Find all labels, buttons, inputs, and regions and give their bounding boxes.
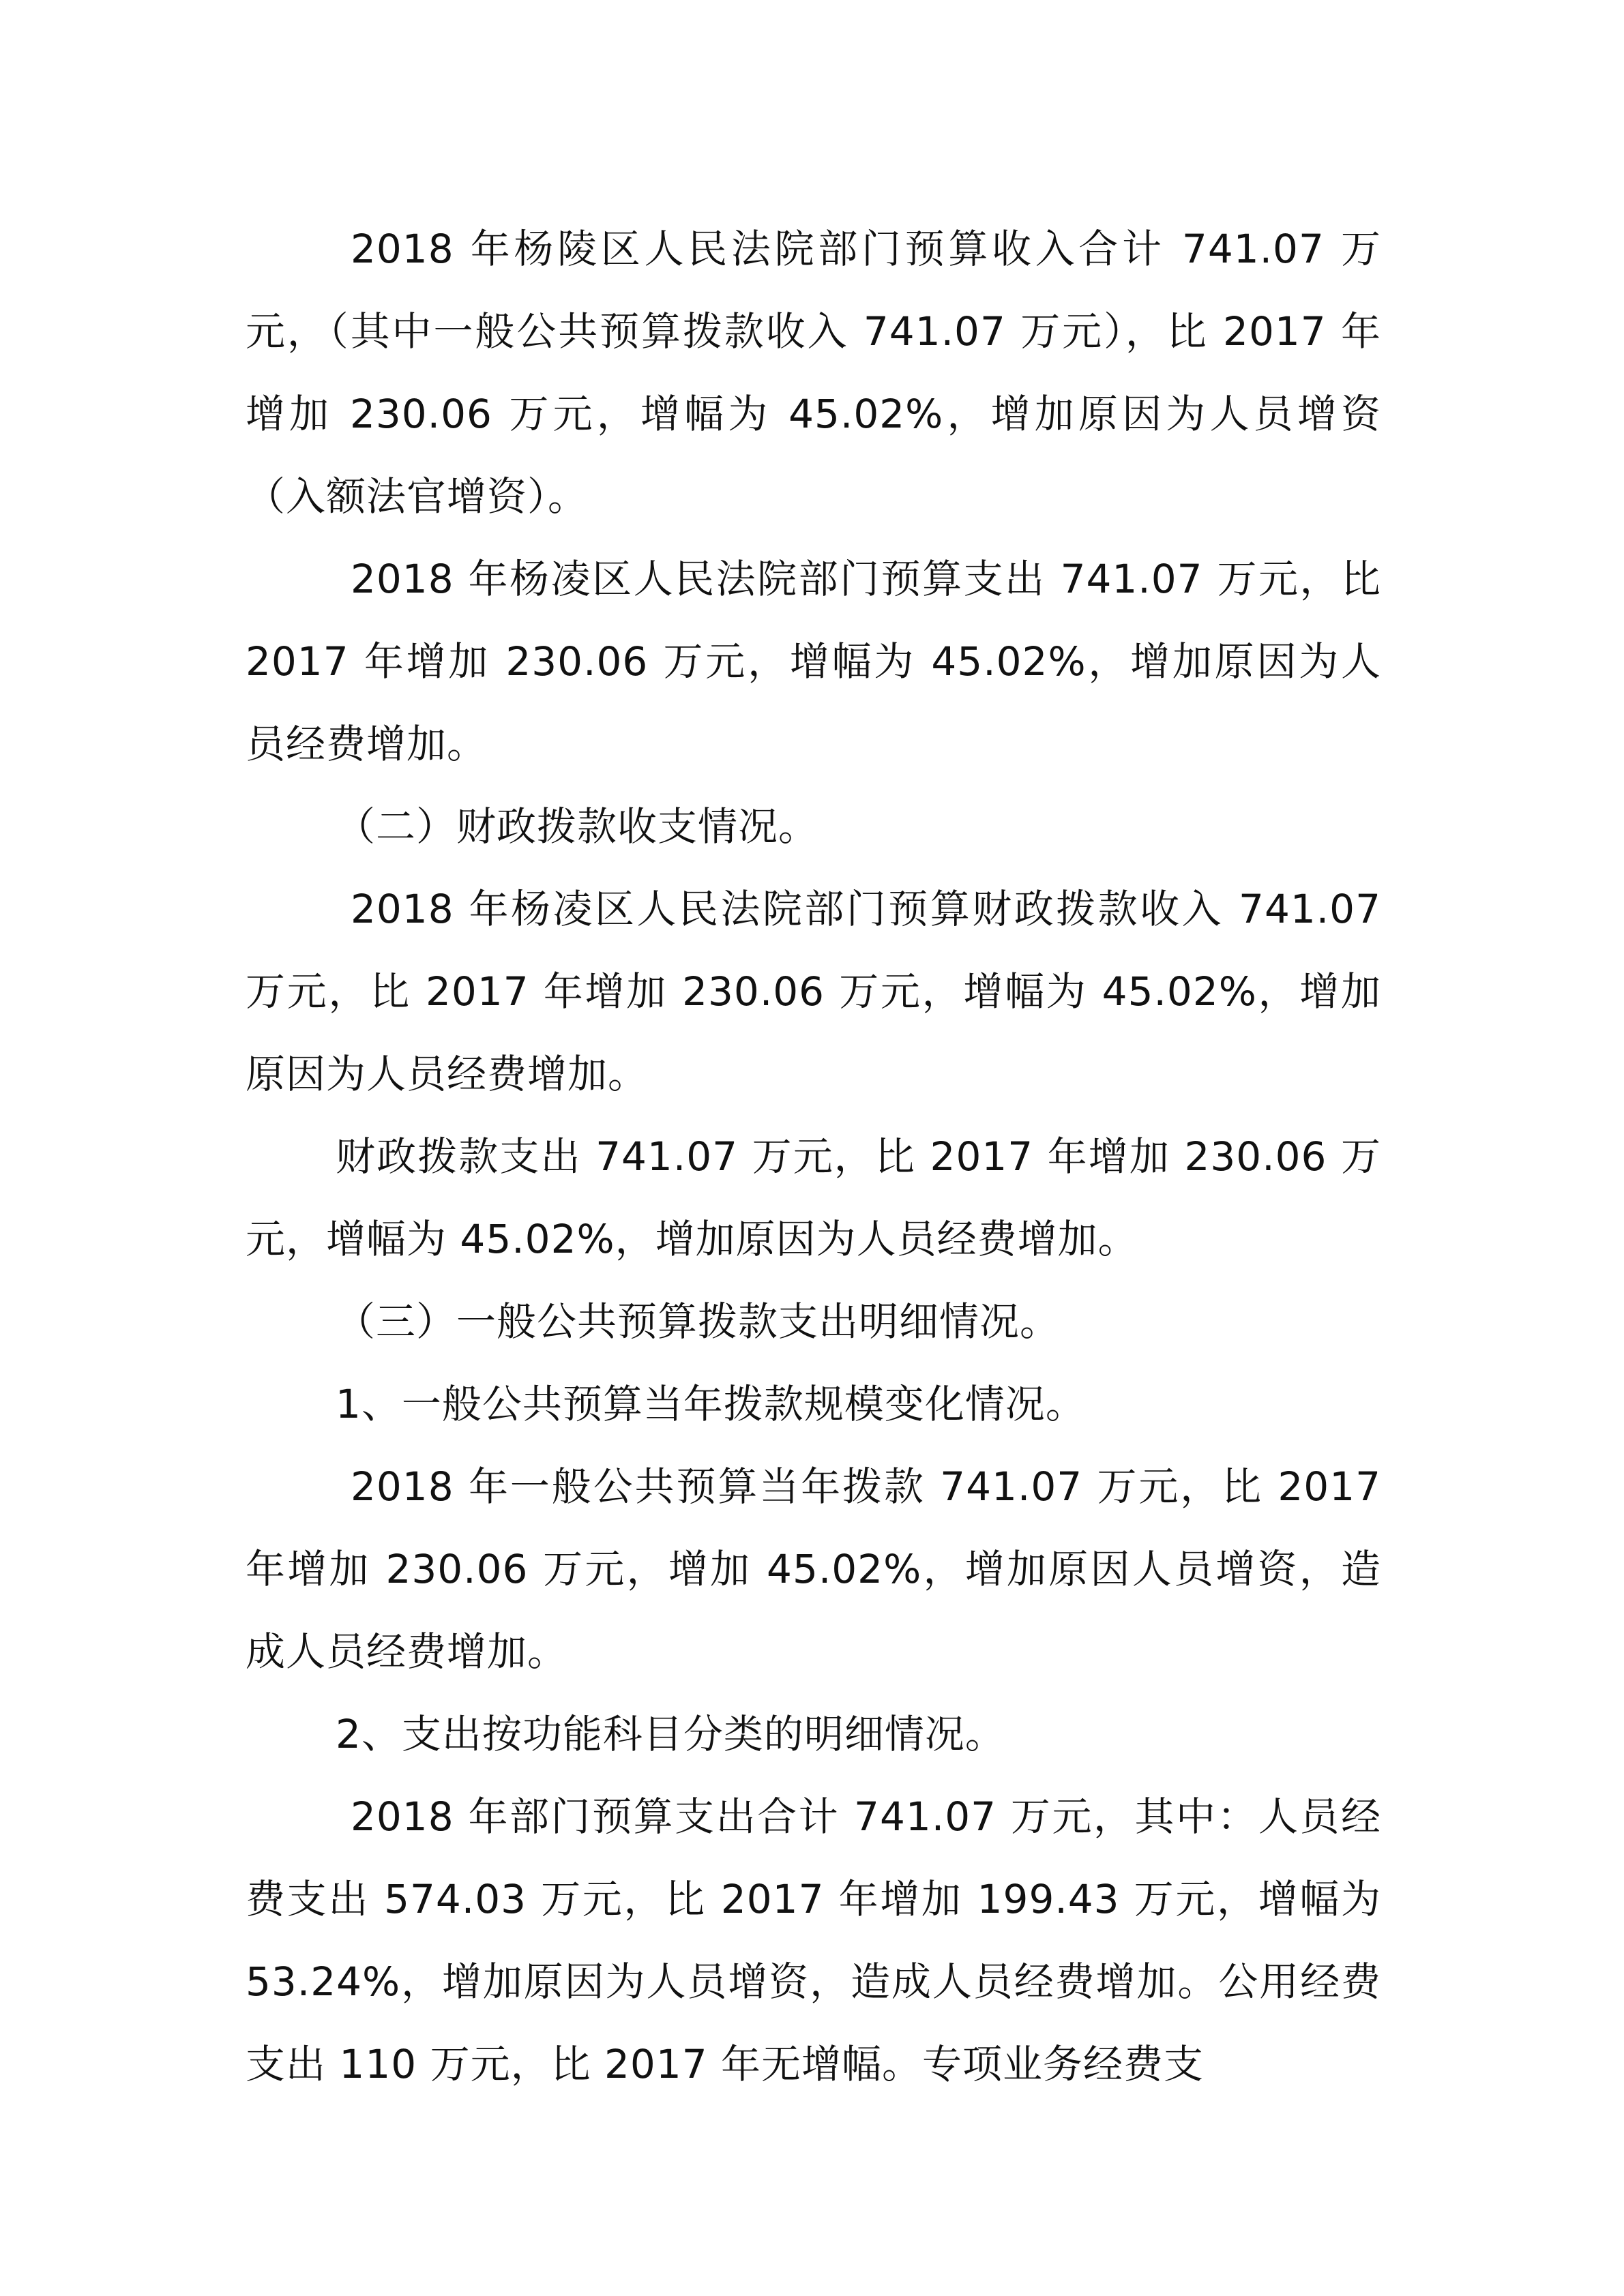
- heading-functional-classification: 2、支出按功能科目分类的明细情况。: [336, 1711, 1005, 1757]
- paragraph-scale-change: 2018 年一般公共预算当年拨款 741.07 万元，比 2017 年增加 230.06 万元，增加 45.02%，增加原因人员增资，造成人员经费增加。: [246, 1463, 1381, 1675]
- paragraph-functional-classification: 2018 年部门预算支出合计 741.07 万元，其中：人员经费支出 574.03 万元，比 2017 年增加 199.43 万元，增幅为 53.24%，增加原因为人员增资，造成人员经费增加。公用经费支出 110 万元，比 2017 年无增幅。专项业务经费支: [246, 1793, 1381, 2087]
- paragraph-budget-expenditure: 2018 年杨凌区人民法院部门预算支出 741.07 万元，比 2017 年增加 230.06 万元，增幅为 45.02%，增加原因为人员经费增加。: [246, 556, 1381, 767]
- paragraph-fiscal-expenditure: 财政拨款支出 741.07 万元，比 2017 年增加 230.06 万元，增幅为 45.02%，增加原因为人员经费增加。: [246, 1133, 1381, 1262]
- document-page: [246, 208, 1381, 2106]
- heading-fiscal-appropriation: （二）财政拨款收支情况。: [336, 803, 819, 850]
- paragraph-budget-income: 2018 年杨陵区人民法院部门预算收入合计 741.07 万元，（其中一般公共预算拨款收入 741.07 万元），比 2017 年增加 230.06 万元，增幅为 45.02%，增加原因为人员增资（入额法官增资）。: [246, 226, 1381, 520]
- paragraph-fiscal-income: 2018 年杨凌区人民法院部门预算财政拨款收入 741.07 万元，比 2017 年增加 230.06 万元，增幅为 45.02%，增加原因为人员经费增加。: [246, 886, 1381, 1097]
- heading-scale-change: 1、一般公共预算当年拨款规模变化情况。: [336, 1381, 1086, 1427]
- heading-general-budget-detail: （三）一般公共预算拨款支出明细情况。: [336, 1298, 1061, 1345]
